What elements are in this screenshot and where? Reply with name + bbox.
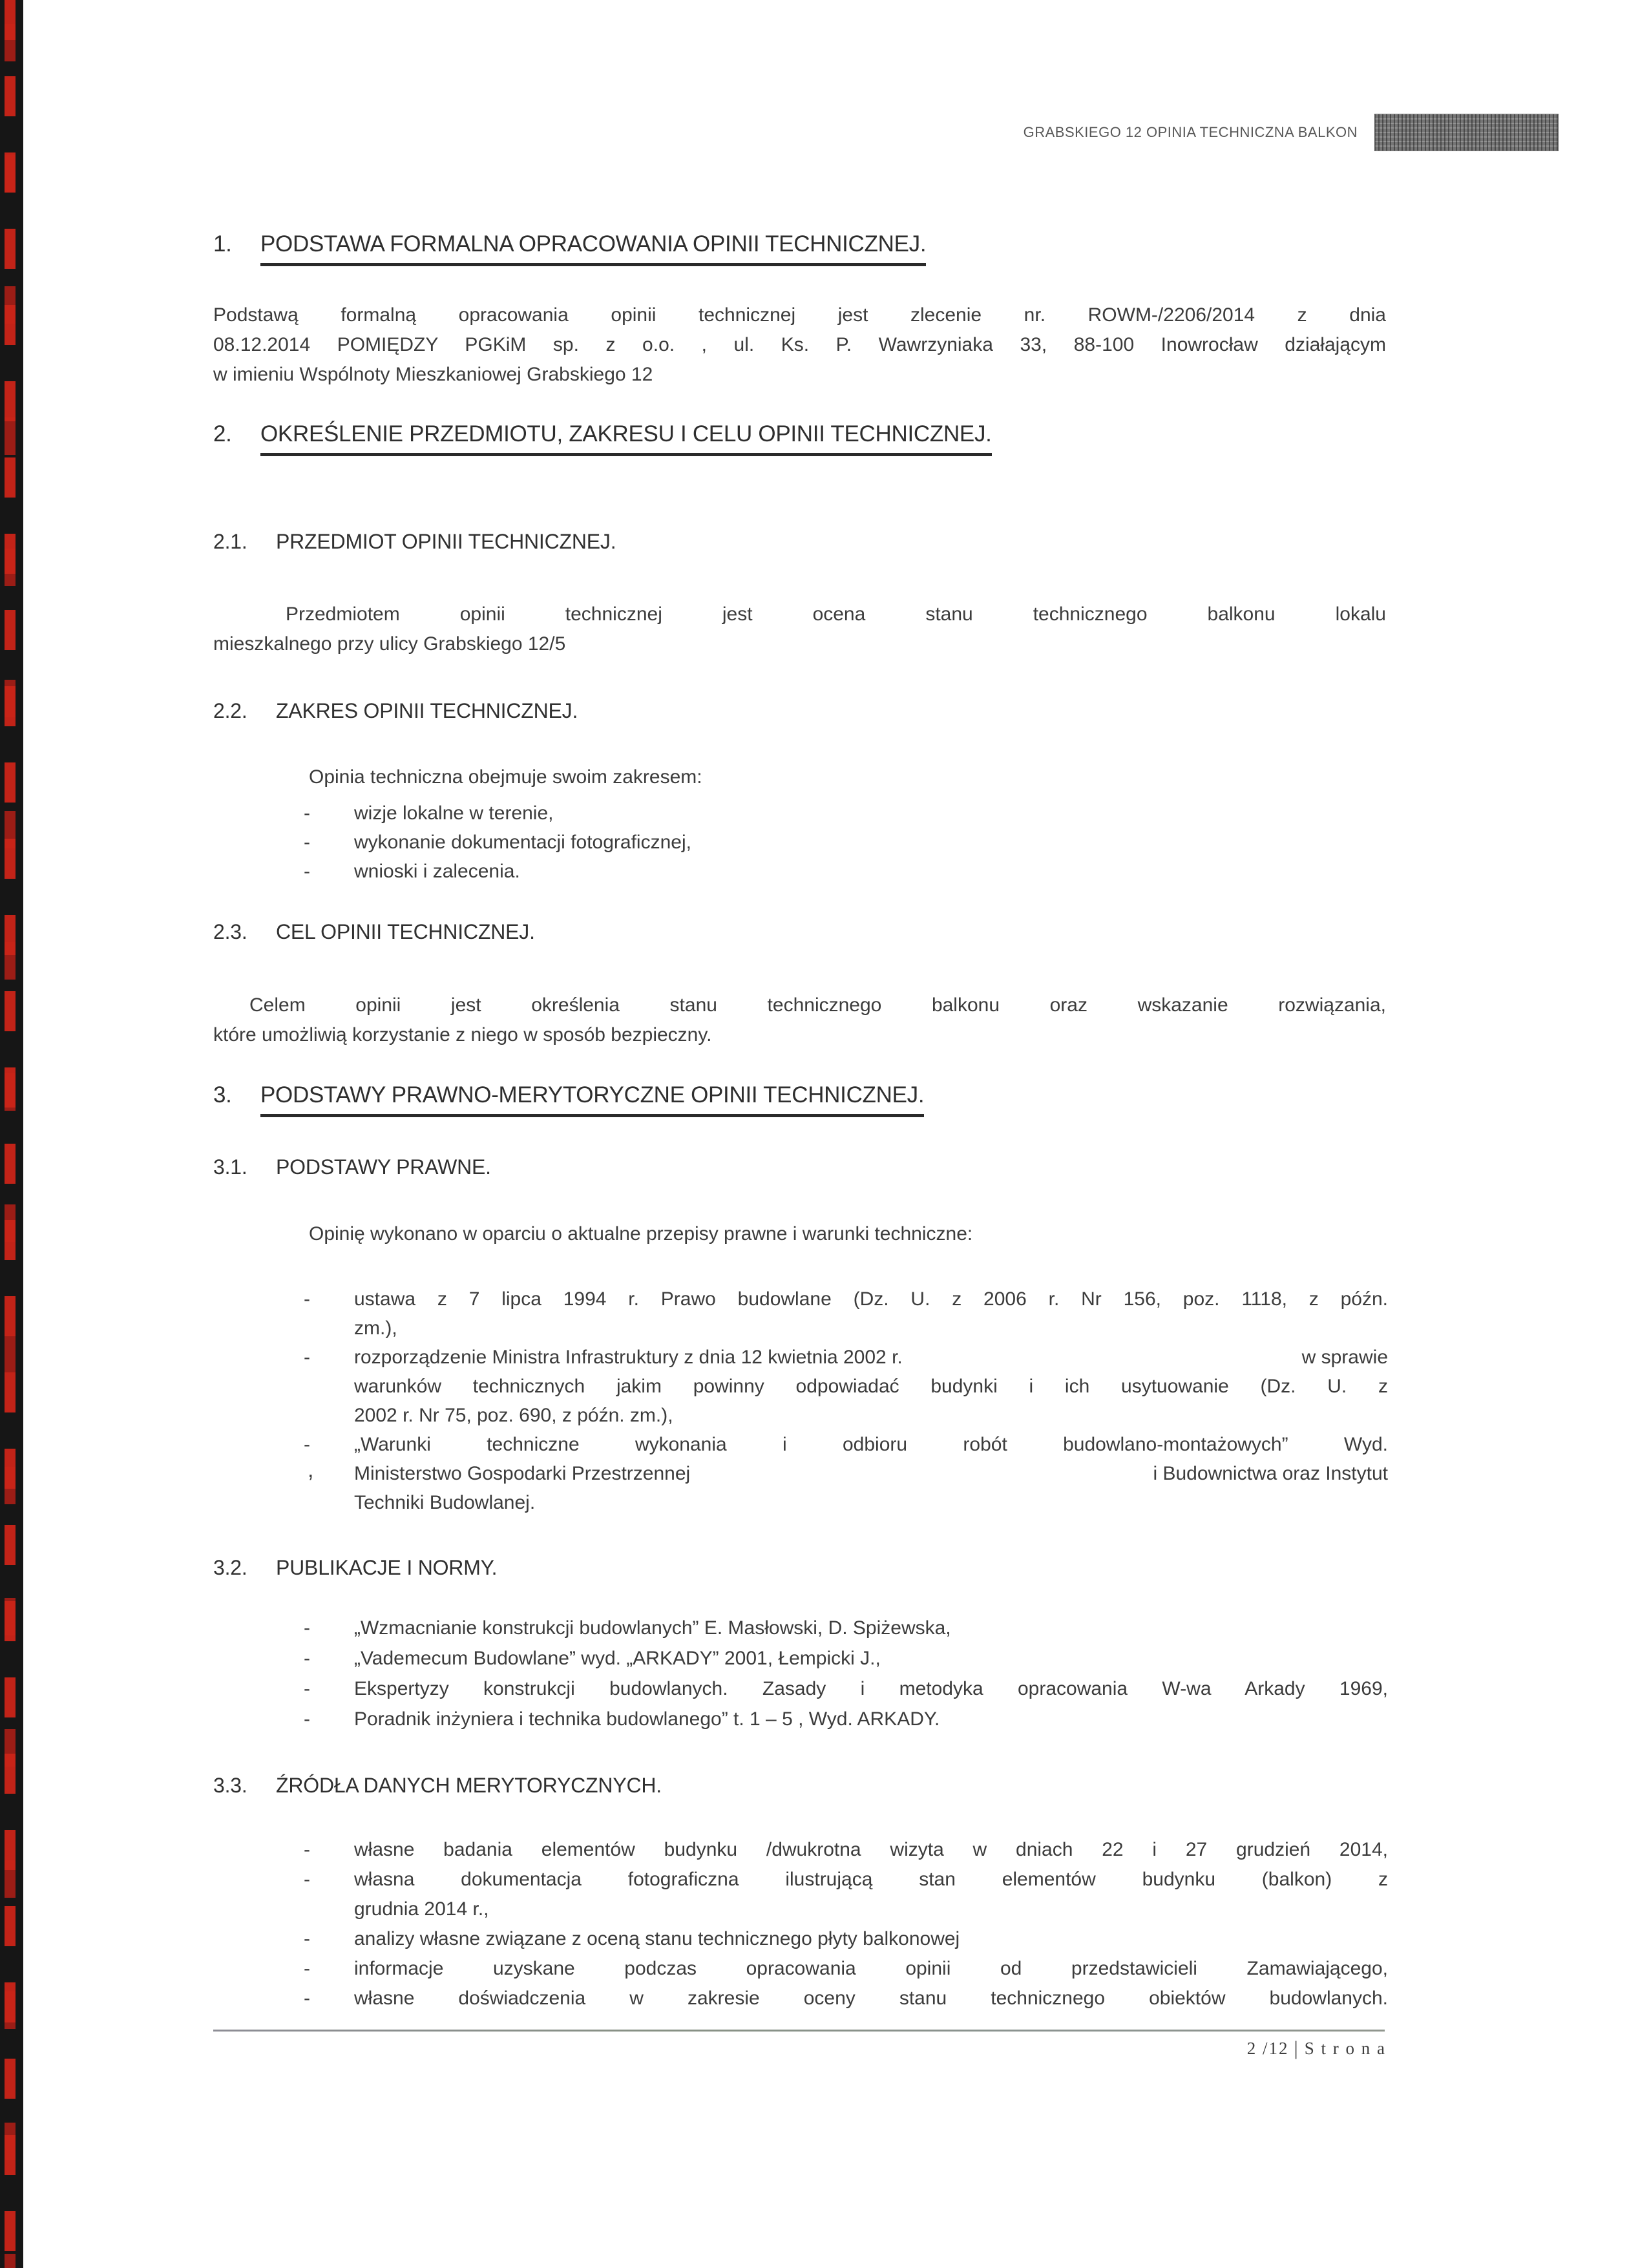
page-number: 2 /12 xyxy=(1246,2038,1289,2058)
text-line: własna dokumentacja fotograficzna ilustrującą stan elementów budynku (balkon) z xyxy=(354,1869,1388,1890)
footer-label: S t r o n a xyxy=(1304,2038,1386,2058)
subsection-3-1-heading xyxy=(213,1155,491,1179)
list-item-text: analizy własne związane z oceną stanu technicznego płyty balkonowej xyxy=(354,1928,960,1949)
text-line: grudnia 2014 r., xyxy=(354,1898,489,1920)
list-item xyxy=(304,1343,1388,1430)
scan-edge-strip xyxy=(0,0,23,2268)
list-marker: - xyxy=(304,1648,310,1669)
text-line: Celem opinii jest określenia stanu technicznego balkonu oraz wskazanie rozwiązania, xyxy=(249,994,1386,1016)
list-marker: - xyxy=(304,1678,310,1699)
text-line: Podstawą formalną opracowania opinii technicznej jest zlecenie nr. ROWM-/2206/2014 z dnia xyxy=(213,304,1386,326)
section-title-text: PODSTAWA FORMALNA OPRACOWANIA OPINII TECHNICZNEJ. xyxy=(260,231,926,266)
subsection-number: 2.3. xyxy=(213,920,247,943)
text-line: Przedmiotem opinii technicznej jest ocena stanu technicznego balkonu lokalu xyxy=(286,604,1386,625)
scan-stray-mark: , xyxy=(308,1458,314,1482)
subsection-number: 3.3. xyxy=(213,1774,247,1797)
list-marker: - xyxy=(304,1347,310,1368)
list-item xyxy=(304,1984,1388,2013)
text-line: „Warunki techniczne wykonania i odbioru robót budowlano-montażowych” Wyd. xyxy=(354,1434,1388,1455)
text-line: Techniki Budowlanej. xyxy=(354,1492,536,1513)
list-item xyxy=(304,1285,1388,1343)
list-item-text xyxy=(354,1865,1388,1924)
text-line: warunków technicznych jakim powinny odpowiadać budynki i ich usytuowanie (Dz. U. z xyxy=(354,1376,1388,1397)
subsection-title-text: PRZEDMIOT OPINII TECHNICZNEJ. xyxy=(276,530,616,553)
list-marker: - xyxy=(304,1928,310,1949)
section-number: 3. xyxy=(213,1082,232,1108)
list-item xyxy=(304,1613,1388,1643)
list-item xyxy=(304,828,1388,857)
subsection-3-2-heading xyxy=(213,1556,497,1580)
text-line: mieszkalnego przy ulicy Grabskiego 12/5 xyxy=(213,633,566,655)
subsection-2-1-heading xyxy=(213,530,616,554)
section-1-paragraph xyxy=(213,300,1386,390)
subsection-title-text: PUBLIKACJE I NORMY. xyxy=(276,1556,498,1579)
subsection-number: 3.2. xyxy=(213,1556,247,1579)
data-sources-list xyxy=(304,1835,1388,2013)
list-marker: - xyxy=(304,1988,310,2009)
list-marker: - xyxy=(304,1288,310,1310)
list-item xyxy=(304,1865,1388,1924)
subsection-3-3-heading xyxy=(213,1774,662,1798)
list-marker: - xyxy=(304,1869,310,1890)
text-segment: rozporządzenie Ministra Infrastruktury z dnia 12 kwietnia 2002 r. xyxy=(354,1347,903,1368)
list-item xyxy=(304,799,1388,828)
list-item-text xyxy=(354,1285,1388,1343)
list-item-text xyxy=(354,1430,1388,1517)
text-segment: w sprawie xyxy=(1301,1347,1388,1368)
section-number: 2. xyxy=(213,421,232,446)
list-item xyxy=(304,1643,1388,1674)
list-item-text: „Wzmacnianie konstrukcji budowlanych” E. Masłowski, D. Spiżewska, xyxy=(354,1617,951,1639)
subsection-title-text: ZAKRES OPINII TECHNICZNEJ. xyxy=(276,699,578,722)
list-item-text: wizje lokalne w terenie, xyxy=(354,803,554,824)
section-2-heading xyxy=(213,421,992,456)
text-segment: Ministerstwo Gospodarki Przestrzennej xyxy=(354,1463,691,1484)
text-segment: i Budownictwa oraz Instytut xyxy=(1153,1463,1388,1484)
list-item-text: własne badania elementów budynku /dwukrotna wizyta w dniach 22 i 27 grudzień 2014, xyxy=(354,1839,1388,1860)
text-line: zm.), xyxy=(354,1318,397,1339)
list-item xyxy=(304,1835,1388,1865)
list-marker: - xyxy=(304,803,310,824)
header-redaction-box xyxy=(1374,114,1559,151)
footer-separator: | xyxy=(1294,2037,1299,2059)
subsection-title-text: PODSTAWY PRAWNE. xyxy=(276,1155,491,1179)
list-marker: - xyxy=(304,1617,310,1639)
section-number: 1. xyxy=(213,231,232,257)
list-item xyxy=(304,1954,1388,1984)
page-footer xyxy=(1247,2037,1386,2060)
list-marker: - xyxy=(304,1708,310,1730)
list-marker: - xyxy=(304,832,310,853)
list-item-text xyxy=(354,1343,1388,1430)
subsection-number: 2.2. xyxy=(213,699,247,722)
list-intro-line: Opinię wykonano w oparciu o aktualne przepisy prawne i warunki techniczne: xyxy=(309,1223,973,1244)
text-line: które umożliwią korzystanie z niego w sposób bezpieczny. xyxy=(213,1024,712,1045)
subsection-2-3-heading xyxy=(213,920,535,944)
text-line: w imieniu Wspólnoty Mieszkaniowej Grabskiego 12 xyxy=(213,364,653,385)
section-title-text: PODSTAWY PRAWNO-MERYTORYCZNE OPINII TECHNICZNEJ. xyxy=(260,1082,924,1117)
text-line xyxy=(354,1343,1388,1372)
list-item-text: informacje uzyskane podczas opracowania opinii od przedstawicieli Zamawiającego, xyxy=(354,1958,1388,1979)
list-marker: - xyxy=(304,861,310,882)
list-marker: - xyxy=(304,1958,310,1979)
subsection-2-2-heading xyxy=(213,699,578,723)
subsection-title-text: ŹRÓDŁA DANYCH MERYTORYCZNYCH. xyxy=(276,1774,662,1797)
list-item-text: Ekspertyzy konstrukcji budowlanych. Zasady i metodyka opracowania W-wa Arkady 1969, xyxy=(354,1678,1388,1699)
subsection-title-text: CEL OPINII TECHNICZNEJ. xyxy=(276,920,535,943)
list-intro-line: Opinia techniczna obejmuje swoim zakresem: xyxy=(309,766,702,788)
publications-list xyxy=(304,1613,1388,1734)
subsection-2-1-paragraph xyxy=(213,600,1386,659)
list-item-text: wykonanie dokumentacji fotograficznej, xyxy=(354,832,691,853)
subsection-number: 3.1. xyxy=(213,1155,247,1179)
text-line xyxy=(354,1459,1388,1488)
list-marker: - xyxy=(304,1839,310,1860)
list-marker: - xyxy=(304,1434,310,1455)
list-item xyxy=(304,1704,1388,1734)
section-3-heading xyxy=(213,1082,924,1117)
page-header xyxy=(1024,114,1559,151)
legal-basis-list xyxy=(304,1285,1388,1517)
subsection-2-3-paragraph xyxy=(213,991,1386,1050)
list-item-text: wnioski i zalecenia. xyxy=(354,861,520,882)
footer-divider xyxy=(213,2030,1385,2032)
section-1-heading xyxy=(213,231,926,266)
list-item xyxy=(304,1924,1388,1954)
text-line: ustawa z 7 lipca 1994 r. Prawo budowlane (Dz. U. z 2006 r. Nr 156, poz. 1118, z późn. xyxy=(354,1288,1388,1310)
list-item xyxy=(304,1674,1388,1704)
text-line: 2002 r. Nr 75, poz. 690, z późn. zm.), xyxy=(354,1405,673,1426)
list-item xyxy=(304,857,1388,886)
list-item-text: Poradnik inżyniera i technika budowlanego” t. 1 – 5 , Wyd. ARKADY. xyxy=(354,1708,940,1730)
list-item xyxy=(304,1430,1388,1517)
list-item-text: „Vademecum Budowlane” wyd. „ARKADY” 2001, Łempicki J., xyxy=(354,1648,881,1669)
header-doc-label: GRABSKIEGO 12 OPINIA TECHNICZNA BALKON xyxy=(1023,124,1358,140)
subsection-number: 2.1. xyxy=(213,530,247,553)
section-title-text: OKREŚLENIE PRZEDMIOTU, ZAKRESU I CELU OPINII TECHNICZNEJ. xyxy=(260,421,992,456)
text-line: 08.12.2014 POMIĘDZY PGKiM sp. z o.o. , ul. Ks. P. Wawrzyniaka 33, 88-100 Inowrocław działającym xyxy=(213,334,1386,355)
list-item-text: własne doświadczenia w zakresie oceny stanu technicznego obiektów budowlanych. xyxy=(354,1988,1388,2009)
bullet-list-scope xyxy=(304,799,1388,886)
